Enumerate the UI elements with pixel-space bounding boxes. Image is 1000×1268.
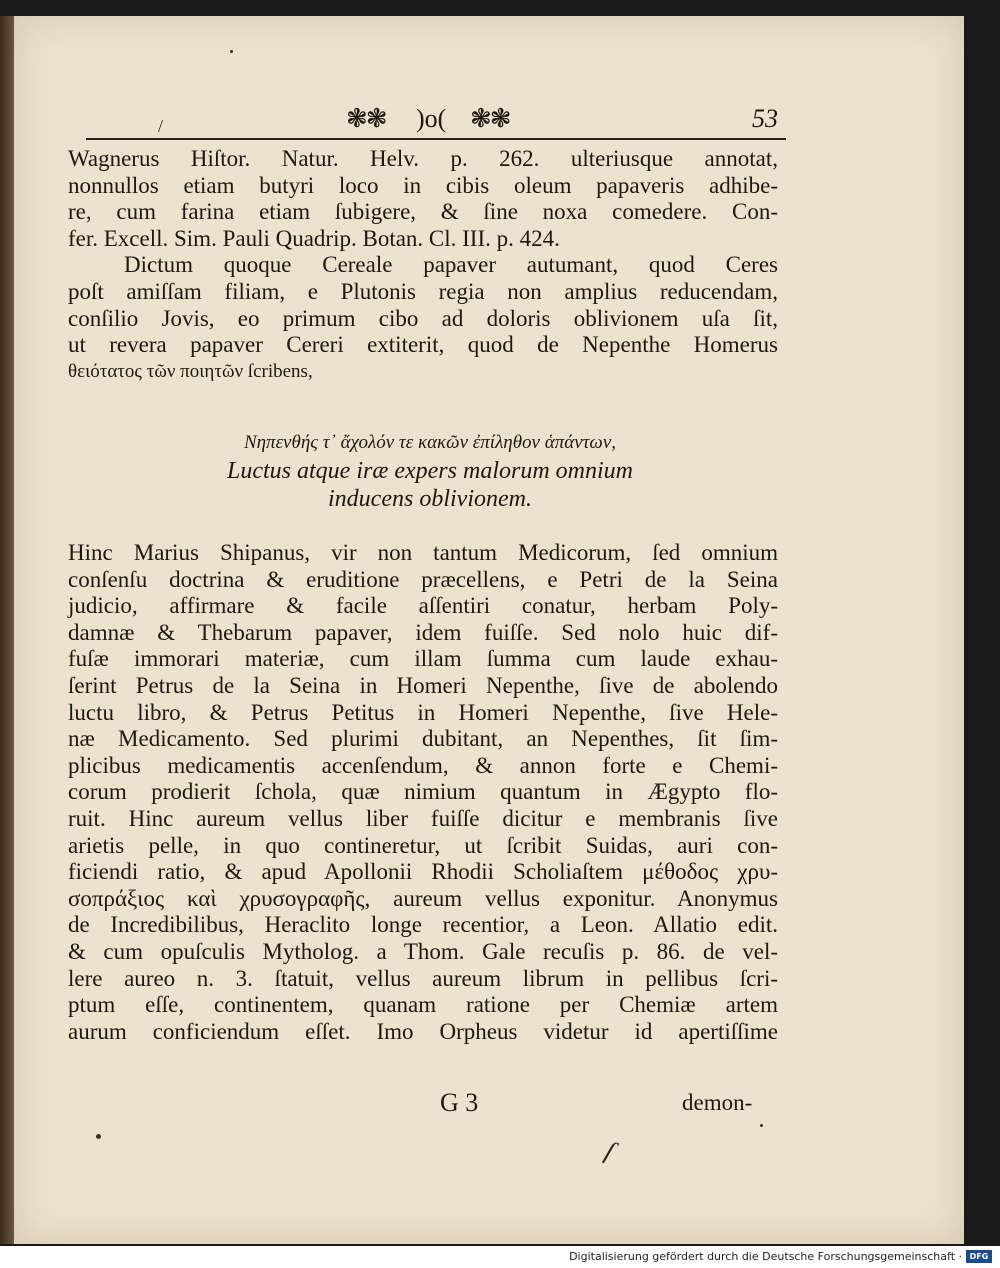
text-line: fuſæ immorari materiæ, cum illam ſumma cum laude exhau- <box>68 646 778 672</box>
text-line: ficiendi ratio, & apud Apollonii Rhodii Scholiaſtem μέθοδος χρυ- <box>68 859 778 885</box>
header-mark: )o( <box>416 104 447 133</box>
text-line: de Incredibilibus, Heraclito longe recentior, a Leon. Allatio edit. <box>68 912 778 938</box>
dfg-logo: DFG <box>966 1250 992 1263</box>
text-line: re, cum farina etiam ſubigere, & ſine noxa comedere. Con- <box>68 199 778 225</box>
signature-mark: G 3 <box>440 1088 479 1117</box>
text-line: aurum conficiendum eſſet. Imo Orpheus videtur id apertiſſime <box>68 1018 778 1044</box>
ornament-left: ❃❃ <box>346 104 386 133</box>
header-rule <box>86 138 786 140</box>
text-line: ruit. Hinc aureum vellus liber fuiſſe dicitur e membranis ſive <box>68 805 778 831</box>
text-line: conſenſu doctrina & eruditione præcellens, e Petri de la Seina <box>68 566 778 592</box>
text-line: judicio, affirmare & facile aſſentiri conatur, herbam Poly- <box>68 593 778 619</box>
text-block-top <box>68 146 778 385</box>
text-line: θειότατος τῶν ποιητῶν ſcribens, <box>68 360 313 382</box>
specks <box>96 1134 101 1139</box>
text-line: conſilio Jovis, eo primum cibo ad doloris oblivionem uſa ſit, <box>68 305 778 331</box>
text-line: Wagnerus Hiſtor. Natur. Helv. p. 262. ulteriusque annotat, <box>68 146 778 171</box>
text-line: ptum eſſe, continentem, quanam ratione per Chemiæ artem <box>68 992 778 1018</box>
text-line: & cum opuſculis Mytholog. a Thom. Gale recuſis p. 86. de vel- <box>68 938 778 964</box>
text-line: ut revera papaver Cereri extiterit, quod de Nepenthe Homerus <box>68 332 778 358</box>
page-header <box>90 104 790 138</box>
quote-greek: Νηπενθής τ᾽ ἄχολόν τε κακῶν ἐπίληθον ἁπάντων, <box>243 432 617 453</box>
text-line: ſerint Petrus de la Seina in Homeri Nepenthe, ſive de abolendo <box>68 672 778 698</box>
text-block-main <box>68 540 778 1045</box>
text-line: plicibus medicamentis accenſendum, & annon forte e Chemi- <box>68 752 778 778</box>
text-line: Dictum quoque Cereale papaver autumant, quod Ceres <box>124 252 778 278</box>
margin-mark: / <box>158 116 164 136</box>
book-spine-edge <box>0 16 14 1244</box>
quote-latin-line2: inducens oblivionem. <box>328 486 532 512</box>
text-line: fer. Excell. Sim. Pauli Quadrip. Botan. Cl. III. p. 424. <box>68 225 560 251</box>
specks <box>230 50 233 53</box>
text-line: Hinc Marius Shipanus, vir non tantum Medicorum, ſed omnium <box>68 540 778 565</box>
text-line: poſt amiſſam filiam, e Plutonis regia non amplius reducendam, <box>68 278 778 304</box>
text-line: arietis pelle, in quo contineretur, ut ſcribit Suidas, auri con- <box>68 832 778 858</box>
credit-text: Digitalisierung gefördert durch die Deutsche Forschungsgemeinschaft · <box>569 1250 962 1263</box>
ink-mark: ſ <box>601 1135 619 1166</box>
text-line: luctu libro, & Petrus Petitus in Homeri Nepenthe, ſive Hele- <box>68 699 778 725</box>
text-line: corum prodierit ſchola, quæ nimium quantum in Ægypto flo- <box>68 779 778 805</box>
quote-latin-line1: Luctus atque iræ expers malorum omnium <box>227 458 633 484</box>
text-line: damnæ & Thebarum papaver, idem fuiſſe. Sed nolo huic dif- <box>68 619 778 645</box>
page-number: 53 <box>752 104 778 133</box>
text-line: σοπράξιος καὶ χρυσογραφῆς, aureum vellus exponitur. Anonymus <box>68 885 778 911</box>
text-line: nonnullos etiam butyri loco in cibis oleum papaveris adhibe- <box>68 172 778 198</box>
specks <box>760 1124 763 1127</box>
catchword: demon- <box>682 1090 753 1115</box>
text-line: næ Medicamento. Sed plurimi dubitant, an Nepenthes, ſit ſim- <box>68 726 778 752</box>
text-line: lere aureo n. 3. ſtatuit, vellus aureum librum in pellibus ſcri- <box>68 965 778 991</box>
ornament-right: ❃❃ <box>470 104 510 133</box>
